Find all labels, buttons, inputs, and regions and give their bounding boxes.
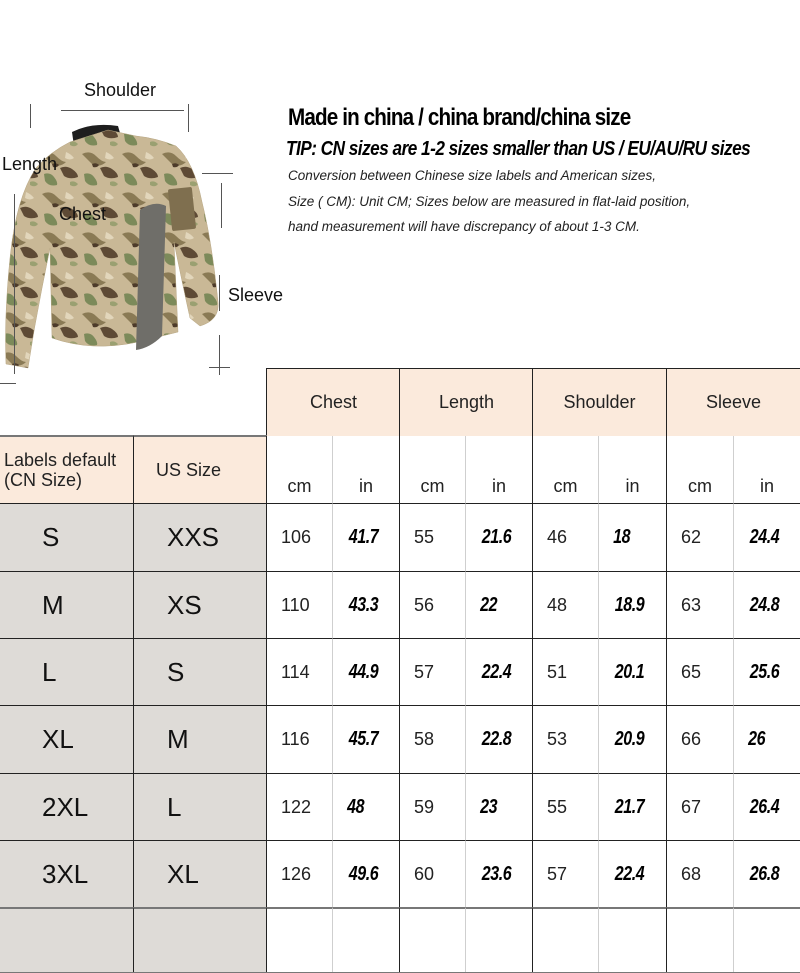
inch-value-cell — [332, 503, 399, 571]
us-size-header-label: US Size — [156, 459, 222, 480]
cm-value-cell — [532, 773, 598, 840]
cm-value: 55 — [414, 527, 435, 547]
cm-value: 65 — [681, 661, 702, 682]
us-size-value: M — [167, 724, 189, 754]
shoulder-label: Shoulder — [84, 80, 157, 100]
group-header-shoulder — [532, 368, 666, 436]
cm-value-cell — [266, 638, 332, 705]
us-size-cell — [133, 705, 267, 773]
unit-header-cm — [399, 436, 465, 503]
inch-value: 26 — [748, 728, 766, 750]
cm-value-cell — [266, 705, 332, 773]
inch-value-cell — [465, 503, 532, 571]
cm-value-cell — [399, 571, 465, 638]
cm-value: 106 — [281, 527, 312, 547]
cm-value: 67 — [681, 796, 702, 817]
inch-value: 21.6 — [481, 526, 512, 548]
us-size-cell — [133, 840, 267, 907]
cn-size-value: S — [42, 522, 60, 552]
cm-value: 56 — [414, 594, 435, 615]
cm-value-cell — [666, 907, 733, 973]
us-size-cell — [133, 638, 267, 705]
cm-value: 110 — [281, 594, 310, 615]
group-header-length — [399, 368, 533, 436]
unit-label: in — [625, 476, 640, 496]
us-size-value: L — [167, 791, 182, 822]
cm-value: 59 — [414, 796, 435, 817]
cm-value: 46 — [547, 527, 568, 547]
inch-value: 41.7 — [348, 526, 379, 548]
note-line-3: hand measurement will have discrepancy of about 1-3 CM. — [288, 219, 640, 234]
sleeve-marker-top — [202, 173, 233, 174]
cn-size-cell — [0, 503, 133, 571]
unit-header-cm — [266, 436, 332, 503]
note-line-2: Size ( CM): Unit CM; Sizes below are measured in flat-laid position, — [288, 194, 691, 209]
cm-value-cell — [266, 907, 332, 973]
group-label: Chest — [309, 392, 358, 412]
shoulder-line — [61, 110, 184, 111]
shoulder-marker-right — [188, 104, 189, 132]
cm-value: 57 — [414, 661, 435, 682]
inch-value: 20.9 — [614, 728, 645, 750]
cm-value-cell — [666, 840, 733, 907]
cm-value-cell — [532, 907, 598, 973]
cm-value-cell — [666, 705, 733, 773]
us-size-cell — [133, 571, 267, 638]
cn-size-header-line1: Labels default — [4, 450, 117, 470]
page-title: Made in china / china brand/china size — [288, 104, 631, 131]
unit-label: in — [358, 476, 373, 496]
inch-value-cell — [733, 840, 800, 907]
unit-header-in — [465, 436, 532, 503]
cm-value-cell — [666, 503, 733, 571]
sleeve-line-upper — [221, 183, 222, 228]
cm-value-cell — [532, 503, 598, 571]
cn-size-header-line2: (CN Size) — [4, 470, 83, 490]
us-size-value: XL — [167, 858, 199, 889]
sleeve-label: Sleeve — [228, 285, 284, 305]
cm-value: 63 — [681, 594, 702, 615]
cn-size-value: XL — [42, 724, 74, 754]
unit-header-cm — [666, 436, 733, 503]
inch-value: 49.6 — [348, 862, 379, 885]
cn-size-cell — [0, 773, 133, 840]
cn-size-header — [0, 435, 133, 503]
inch-value: 48 — [347, 795, 365, 818]
cm-value: 48 — [547, 594, 568, 615]
us-size-value: S — [167, 656, 185, 687]
cm-value: 60 — [414, 863, 435, 884]
inch-value-cell — [598, 571, 666, 638]
inch-value-cell — [332, 571, 399, 638]
inch-value-cell — [332, 705, 399, 773]
cm-value-cell — [532, 571, 598, 638]
cn-size-value: 3XL — [42, 858, 89, 889]
group-label: Shoulder — [563, 392, 636, 412]
cm-value: 126 — [281, 863, 312, 884]
us-size-cell — [133, 907, 267, 973]
inch-value-cell — [733, 773, 800, 840]
cm-value: 51 — [547, 661, 568, 682]
cm-value-cell — [266, 503, 332, 571]
us-size-cell — [133, 503, 267, 571]
inch-value: 23 — [480, 795, 498, 818]
unit-label: in — [491, 476, 506, 496]
shoulder-marker-left — [30, 104, 31, 128]
unit-header-in — [733, 436, 800, 503]
cm-value: 57 — [547, 863, 568, 884]
inch-value-cell — [598, 907, 666, 973]
cn-size-cell — [0, 705, 133, 773]
group-label: Sleeve — [705, 392, 762, 412]
cm-value: 66 — [681, 729, 702, 749]
cm-value-cell — [666, 638, 733, 705]
inch-value: 24.4 — [749, 526, 780, 548]
inch-value-cell — [598, 705, 666, 773]
cm-value-cell — [532, 840, 598, 907]
inch-value: 26.4 — [749, 795, 780, 818]
us-size-header — [133, 435, 267, 503]
sleeve-line-mid — [219, 275, 220, 311]
inch-value: 26.8 — [749, 862, 780, 885]
cm-value-cell — [266, 773, 332, 840]
inch-value: 24.8 — [749, 593, 780, 616]
chest-label: Chest — [59, 204, 107, 224]
inch-value: 22.4 — [481, 660, 512, 683]
jacket-image — [0, 70, 300, 390]
inch-value-cell — [465, 907, 532, 973]
inch-value: 18 — [613, 526, 631, 548]
length-line — [14, 194, 15, 374]
inch-value: 25.6 — [749, 660, 780, 683]
inch-value-cell — [465, 571, 532, 638]
cm-value-cell — [266, 571, 332, 638]
jacket-diagram — [0, 70, 300, 390]
cn-size-value: M — [42, 589, 64, 620]
cm-value-cell — [532, 638, 598, 705]
unit-label: cm — [287, 476, 312, 496]
unit-header-cm — [532, 436, 598, 503]
inch-value-cell — [332, 840, 399, 907]
cm-value-cell — [399, 907, 465, 973]
us-size-value: XS — [167, 589, 202, 620]
inch-value-cell — [733, 503, 800, 571]
cm-value-cell — [399, 705, 465, 773]
unit-label: cm — [553, 476, 578, 496]
cm-value-cell — [532, 705, 598, 773]
inch-value-cell — [332, 638, 399, 705]
unit-label: cm — [688, 476, 712, 496]
cm-value-cell — [399, 840, 465, 907]
cn-size-cell — [0, 907, 133, 973]
inch-value-cell — [733, 705, 800, 773]
inch-value: 21.7 — [614, 795, 645, 818]
us-size-cell — [133, 773, 267, 840]
group-header-sleeve — [666, 368, 800, 436]
size-tip: TIP: CN sizes are 1-2 sizes smaller than US / EU/AU/RU sizes — [286, 138, 751, 160]
sleeve-marker-bottom — [209, 367, 230, 368]
unit-header-in — [332, 436, 399, 503]
us-size-value: XXS — [167, 522, 220, 552]
cm-value: 55 — [547, 796, 568, 817]
unit-header-in — [598, 436, 666, 503]
cn-size-cell — [0, 571, 133, 638]
cm-value: 122 — [281, 796, 312, 817]
unit-label: cm — [420, 476, 445, 496]
note-line-1: Conversion between Chinese size labels and American sizes, — [288, 168, 656, 183]
inch-value: 44.9 — [348, 660, 379, 683]
unit-label: in — [759, 476, 774, 496]
cm-value: 68 — [681, 863, 702, 884]
inch-value-cell — [598, 503, 666, 571]
cm-value-cell — [399, 773, 465, 840]
inch-value: 43.3 — [348, 593, 379, 616]
cm-value-cell — [399, 638, 465, 705]
inch-value-cell — [733, 907, 800, 973]
inch-value-cell — [465, 773, 532, 840]
cm-value: 62 — [681, 527, 702, 547]
cn-size-value: L — [42, 656, 57, 687]
cm-value-cell — [266, 840, 332, 907]
inch-value-cell — [465, 705, 532, 773]
cm-value-cell — [666, 773, 733, 840]
cm-value: 114 — [281, 661, 310, 682]
inch-value-cell — [465, 638, 532, 705]
cn-size-cell — [0, 840, 133, 907]
inch-value: 22.8 — [481, 728, 512, 750]
inch-value: 23.6 — [481, 862, 512, 885]
inch-value: 22 — [480, 593, 498, 616]
length-marker-bottom — [0, 383, 16, 384]
cm-value-cell — [399, 503, 465, 571]
inch-value: 20.1 — [614, 660, 645, 683]
inch-value-cell — [465, 840, 532, 907]
inch-value-cell — [598, 638, 666, 705]
cm-value: 53 — [547, 729, 568, 749]
inch-value-cell — [598, 773, 666, 840]
sleeve-line-lower — [219, 335, 220, 375]
inch-value-cell — [332, 773, 399, 840]
group-label: Length — [438, 392, 495, 412]
inch-value-cell — [332, 907, 399, 973]
inch-value-cell — [733, 571, 800, 638]
cn-size-value: 2XL — [42, 791, 89, 822]
length-label: Length — [2, 154, 58, 174]
cm-value: 116 — [281, 729, 310, 749]
inch-value: 45.7 — [348, 728, 379, 750]
cn-size-cell — [0, 638, 133, 705]
inch-value-cell — [733, 638, 800, 705]
inch-value: 18.9 — [614, 593, 645, 616]
cm-value-cell — [666, 571, 733, 638]
cm-value: 58 — [414, 729, 435, 749]
inch-value-cell — [598, 840, 666, 907]
inch-value: 22.4 — [614, 862, 645, 885]
